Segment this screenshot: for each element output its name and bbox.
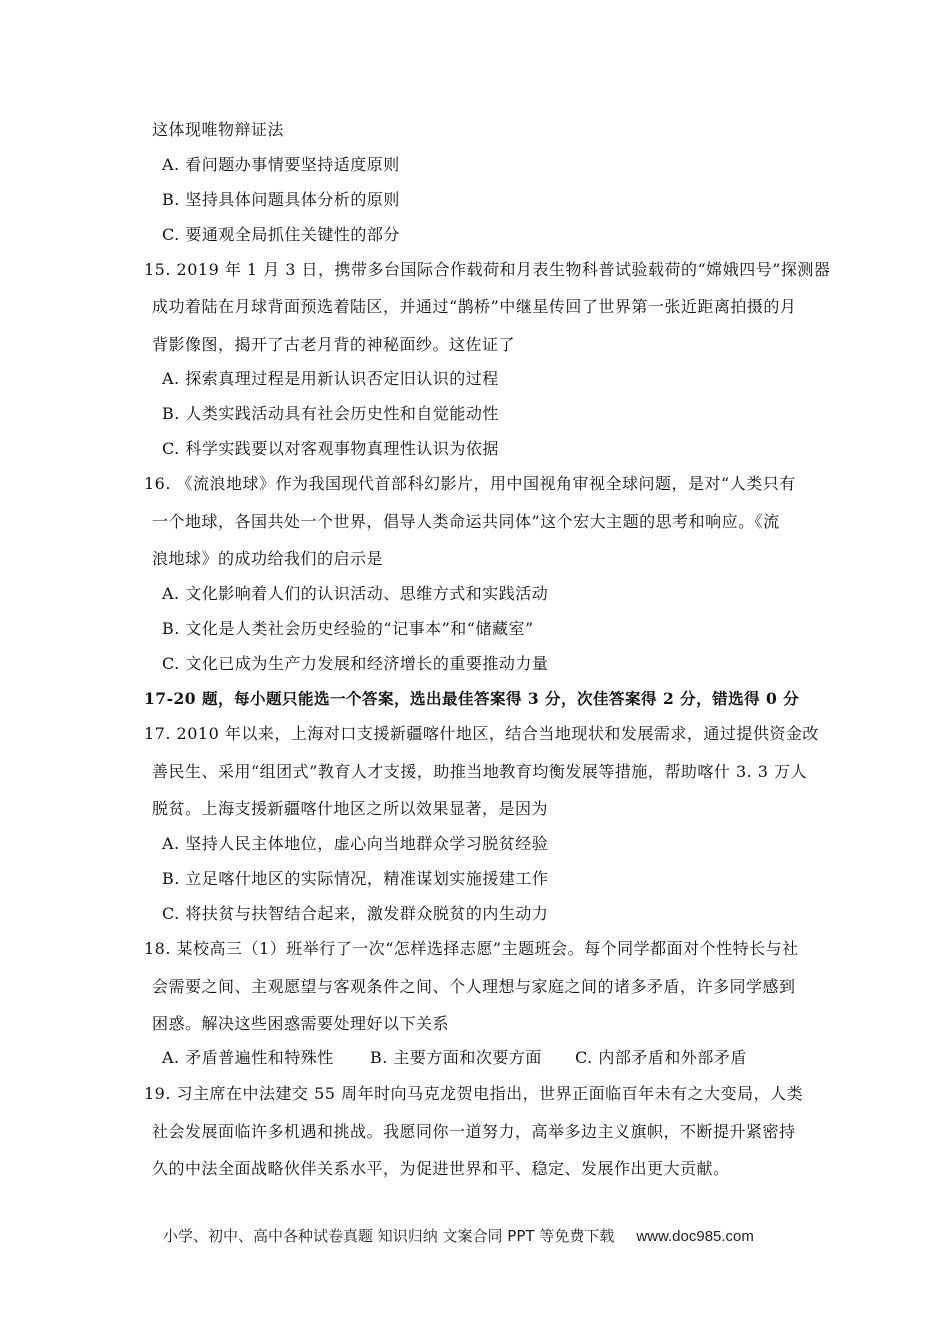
q17-option-b: B. 立足喀什地区的实际情况，精准谋划实施援建工作 [162,869,549,888]
footer-text: 小学、初中、高中各种试卷真题 知识归纳 文案合同 PPT 等免费下载 [163,1227,615,1245]
q17-stem-line-1: 17. 2010 年以来，上海对口支援新疆喀什地区，结合当地现状和发展需求，通过提供资金改 [144,724,819,743]
q16-option-b: B. 文化是人类社会历史经验的“记事本”和“储藏室” [162,619,534,638]
page-footer [163,1225,754,1246]
q18-stem-line-3: 困惑。解决这些困惑需要处理好以下关系 [152,1014,450,1033]
q14-option-c: C. 要通观全局抓住关键性的部分 [162,225,400,244]
q17-option-c: C. 将扶贫与扶智结合起来，激发群众脱贫的内生动力 [162,904,549,923]
q17-stem-line-3: 脱贫。上海支援新疆喀什地区之所以效果显著，是因为 [152,799,549,818]
q16-stem-line-1: 16. 《流浪地球》作为我国现代首部科幻影片，用中国视角审视全球问题，是对“人类只有 [144,474,796,493]
q15-stem-line-3: 背影像图，揭开了古老月背的神秘面纱。这佐证了 [152,335,516,354]
section-heading: 17-20 题，每小题只能选一个答案，选出最佳答案得 3 分，次佳答案得 2 分，错选得 0 分 [144,689,800,708]
q19-stem-line-1: 19. 习主席在中法建交 55 周年时向马克龙贺电指出，世界正面临百年未有之大变局，人类 [144,1084,804,1103]
q18-stem-line-1: 18. 某校高三（1）班举行了一次“怎样选择志愿”主题班会。每个同学都面对个性特长与社 [144,939,799,958]
q18-option-c: C. 内部矛盾和外部矛盾 [575,1048,747,1067]
q15-stem-line-1: 15. 2019 年 1 月 3 日，携带多台国际合作载荷和月表生物科普试验载荷的“嫦娥四号”探测器 [144,260,831,279]
q15-stem-line-2: 成功着陆在月球背面预选着陆区，并通过“鹊桥”中继星传回了世界第一张近距离拍摄的月 [152,297,797,316]
q18-option-b: B. 主要方面和次要方面 [370,1048,542,1067]
q17-stem-line-2: 善民生、采用“组团式”教育人才支援，助推当地教育均衡发展等措施，帮助喀什 3. 3 万人 [152,762,808,781]
q14-stem-tail: 这体现唯物辩证法 [152,120,285,139]
q14-option-a: A. 看问题办事情要坚持适度原则 [162,155,400,174]
q19-stem-line-2: 社会发展面临许多机遇和挑战。我愿同你一道努力，高举多边主义旗帜，不断提升紧密持 [152,1122,796,1141]
q18-option-a: A. 矛盾普遍性和特殊性 [162,1048,334,1067]
q16-stem-line-3: 浪地球》的成功给我们的启示是 [152,549,384,568]
q19-stem-line-3: 久的中法全面战略伙伴关系水平，为促进世界和平、稳定、发展作出更大贡献。 [152,1159,730,1178]
q18-stem-line-2: 会需要之间、主观愿望与客观条件之间、个人理想与家庭之间的诸多矛盾，许多同学感到 [152,977,796,996]
q16-stem-line-2: 一个地球，各国共处一个世界，倡导人类命运共同体”这个宏大主题的思考和响应。《流 [152,512,780,531]
footer-url-link[interactable]: www.doc985.com [636,1228,754,1245]
q17-option-a: A. 坚持人民主体地位，虚心向当地群众学习脱贫经验 [162,834,549,853]
q18-options-row [162,1047,747,1069]
q15-option-c: C. 科学实践要以对客观事物真理性认识为依据 [162,439,499,458]
q16-option-a: A. 文化影响着人们的认识活动、思维方式和实践活动 [162,584,549,603]
q16-option-c: C. 文化已成为生产力发展和经济增长的重要推动力量 [162,654,549,673]
q15-option-b: B. 人类实践活动具有社会历史性和自觉能动性 [162,404,499,423]
q14-option-b: B. 坚持具体问题具体分析的原则 [162,190,400,209]
q15-option-a: A. 探索真理过程是用新认识否定旧认识的过程 [162,369,499,388]
